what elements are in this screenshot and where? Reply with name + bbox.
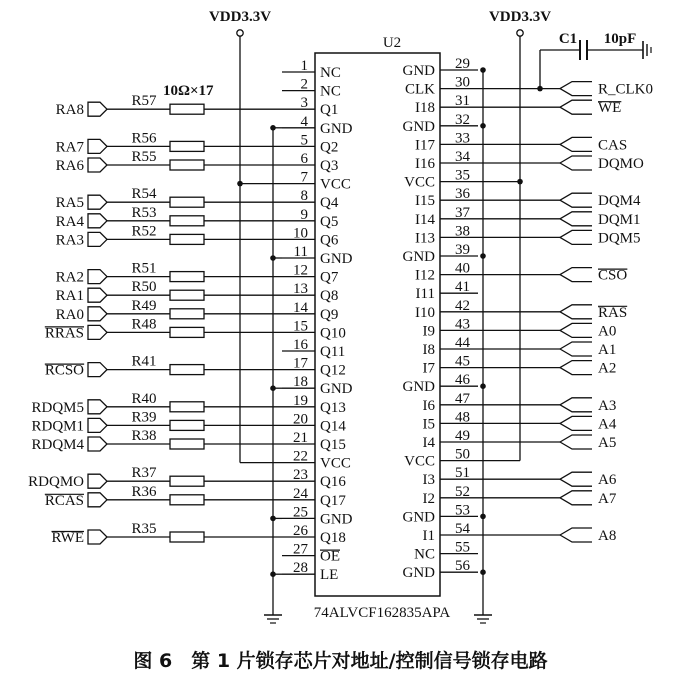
pin-name: GND	[320, 381, 353, 398]
net-label: RDQM1	[31, 418, 84, 435]
pin-name: I14	[415, 211, 435, 228]
resistor-ref: R40	[131, 390, 157, 407]
port-symbol	[560, 435, 592, 449]
resistor-ref: R49	[131, 297, 157, 314]
resistor-ref: R48	[131, 316, 157, 333]
resistor-array-note: 10Ω×17	[163, 83, 214, 99]
pin-number: 22	[293, 448, 308, 465]
pin-number: 40	[455, 260, 470, 277]
port-symbol	[560, 491, 592, 505]
resistor-ref: R36	[131, 483, 157, 500]
net-label: RRAS	[44, 325, 84, 342]
pin-name: I11	[415, 286, 435, 303]
junction-dot	[480, 569, 486, 575]
net-label: RA0	[55, 306, 84, 323]
pin-number: 1	[300, 58, 308, 74]
port-symbol	[88, 437, 107, 451]
pin-number: 55	[455, 539, 470, 556]
port-symbol	[560, 472, 592, 486]
pin-name: GND	[402, 379, 435, 396]
junction-dot	[270, 255, 276, 261]
pin-name: I8	[422, 342, 435, 358]
pin-number: 36	[455, 186, 470, 203]
port-symbol	[560, 528, 592, 542]
port-symbol	[88, 474, 107, 488]
junction-dot	[270, 385, 276, 391]
resistor-body	[170, 234, 204, 244]
pin-name: VCC	[320, 176, 351, 193]
junction-dot	[480, 67, 486, 73]
pin-number: 8	[300, 188, 308, 205]
pin-number: 26	[293, 523, 308, 539]
resistor-body	[170, 476, 204, 486]
pin-number: 32	[455, 111, 470, 128]
net-label: CSO	[598, 267, 628, 284]
resistor-ref: R53	[131, 204, 157, 221]
pin-number: 25	[293, 504, 308, 521]
port-symbol	[560, 361, 592, 375]
pin-number: 47	[455, 390, 470, 407]
pin-name: I2	[422, 490, 435, 507]
pin-number: 53	[455, 502, 470, 519]
pin-number: 19	[293, 392, 308, 409]
port-symbol	[560, 230, 592, 244]
pin-name: I18	[415, 100, 435, 117]
net-label: A8	[598, 528, 617, 544]
pin-name: Q16	[320, 474, 346, 491]
net-label: RCSO	[44, 362, 84, 379]
pin-number: 9	[300, 206, 308, 223]
net-label: RCAS	[44, 492, 84, 509]
pin-number: 21	[293, 430, 308, 446]
resistor-body	[170, 439, 204, 449]
pin-name: Q18	[320, 530, 346, 546]
pin-number: 12	[293, 262, 308, 279]
pin-number: 33	[455, 130, 470, 147]
pin-number: 7	[300, 169, 308, 186]
junction-dot	[270, 516, 276, 522]
pin-name: NC	[414, 546, 435, 563]
pin-name: GND	[402, 509, 435, 526]
pin-name: Q17	[320, 492, 346, 509]
port-symbol	[88, 418, 107, 432]
net-label: R_CLK0	[598, 81, 654, 98]
chip-ref: U2	[382, 35, 402, 51]
net-label: DQM4	[598, 193, 641, 210]
pin-name: GND	[402, 118, 435, 135]
pin-name: I9	[422, 323, 435, 340]
capacitor-ref: C1	[558, 31, 578, 47]
port-symbol	[560, 342, 592, 356]
pin-number: 45	[455, 353, 470, 370]
resistor-ref: R38	[131, 428, 157, 444]
net-label: A3	[598, 397, 617, 414]
port-symbol	[88, 530, 107, 544]
net-label: RDQM5	[31, 399, 84, 416]
pin-name: Q4	[320, 195, 339, 212]
net-label: A6	[598, 472, 617, 489]
pin-number: 43	[455, 316, 470, 333]
pin-number: 42	[455, 297, 470, 314]
pin-name: NC	[320, 65, 341, 81]
resistor-body	[170, 309, 204, 319]
port-symbol	[88, 214, 107, 228]
resistor-body	[170, 365, 204, 375]
pin-number: 31	[455, 93, 470, 110]
port-symbol	[88, 493, 107, 507]
vdd-terminal-right	[517, 30, 523, 36]
pin-number: 2	[300, 76, 308, 93]
net-label: WE	[598, 100, 622, 117]
pin-name: OE	[320, 548, 340, 565]
pin-number: 27	[293, 541, 308, 558]
pin-number: 54	[455, 521, 470, 537]
pin-number: 11	[293, 244, 308, 260]
port-symbol	[88, 363, 107, 377]
pin-name: Q14	[320, 418, 346, 435]
resistor-ref: R39	[131, 409, 157, 426]
resistor-ref: R54	[131, 186, 157, 203]
resistor-body	[170, 402, 204, 412]
port-symbol	[88, 325, 107, 339]
pin-number: 10	[293, 225, 308, 242]
pin-name: I16	[415, 156, 435, 172]
pin-number: 24	[293, 485, 308, 502]
pin-name: Q1	[320, 102, 339, 119]
pin-name: Q13	[320, 399, 346, 416]
pin-number: 49	[455, 428, 470, 444]
net-label: A4	[598, 416, 617, 433]
pin-number: 41	[455, 279, 470, 296]
port-symbol	[88, 270, 107, 284]
net-label: RA2	[55, 269, 84, 286]
pin-number: 4	[300, 113, 308, 130]
pin-name: Q12	[320, 362, 346, 379]
resistor-body	[170, 160, 204, 170]
resistor-ref: R35	[131, 521, 157, 537]
pin-name: VCC	[320, 455, 351, 472]
port-symbol	[88, 232, 107, 246]
pin-number: 39	[455, 242, 470, 258]
pin-number: 18	[293, 374, 308, 391]
symbol-layer	[28, 30, 653, 623]
pin-number: 50	[455, 446, 470, 463]
pin-number: 14	[293, 299, 308, 316]
pin-name: Q11	[320, 344, 346, 360]
port-symbol	[88, 288, 107, 302]
pin-name: CLK	[405, 81, 435, 98]
resistor-body	[170, 495, 204, 505]
pin-number: 34	[455, 149, 470, 165]
pin-number: 6	[300, 151, 308, 167]
net-label: RA6	[55, 158, 84, 174]
net-label: CAS	[598, 137, 628, 154]
pin-name: I3	[422, 472, 435, 489]
net-label: RA1	[55, 288, 84, 305]
resistor-body	[170, 290, 204, 300]
junction-dot	[270, 125, 276, 131]
junction-dot	[480, 514, 486, 520]
pin-number: 51	[455, 465, 470, 482]
resistor-body	[170, 141, 204, 151]
net-label: A0	[598, 323, 617, 340]
port-symbol	[88, 102, 107, 116]
supply-label-right: VDD3.3V	[488, 9, 552, 25]
port-symbol	[560, 82, 592, 96]
wire-layer	[107, 36, 643, 615]
resistor-body	[170, 420, 204, 430]
net-label: RWE	[51, 530, 84, 546]
pin-name: Q5	[320, 213, 339, 230]
resistor-body	[170, 216, 204, 226]
resistor-body	[170, 327, 204, 337]
pin-name: LE	[320, 567, 339, 584]
resistor-body	[170, 272, 204, 282]
junction-dot	[480, 383, 486, 389]
port-symbol	[88, 307, 107, 321]
pin-name: Q8	[320, 288, 339, 305]
net-label: RA5	[55, 195, 84, 212]
net-label: RDQM4	[31, 437, 84, 453]
resistor-ref: R52	[131, 223, 157, 240]
pin-number: 17	[293, 355, 308, 372]
net-label: A5	[598, 435, 617, 451]
pin-name: Q3	[320, 158, 339, 174]
net-label: RA8	[55, 102, 84, 119]
pin-name: I12	[415, 267, 435, 284]
port-symbol	[560, 100, 592, 114]
pin-name: I17	[415, 137, 435, 154]
resistor-ref: R50	[131, 279, 157, 296]
figure-caption: 图 6 第 1 片锁存芯片对地址/控制信号锁存电路	[133, 650, 548, 672]
port-symbol	[560, 398, 592, 412]
port-symbol	[560, 268, 592, 282]
pin-number: 48	[455, 409, 470, 426]
supply-label-left: VDD3.3V	[208, 9, 272, 25]
resistor-ref: R41	[131, 353, 157, 370]
port-symbol	[88, 195, 107, 209]
net-label: A2	[598, 360, 617, 377]
pin-name: GND	[402, 565, 435, 582]
pin-number: 5	[300, 132, 308, 149]
resistor-body	[170, 532, 204, 542]
pin-name: Q7	[320, 269, 339, 286]
pin-number: 16	[293, 337, 308, 353]
pin-name: GND	[320, 251, 353, 267]
net-label: RDQMO	[28, 474, 84, 491]
resistor-body	[170, 197, 204, 207]
net-label: RA7	[55, 139, 84, 156]
port-symbol	[560, 156, 592, 170]
pin-number: 29	[455, 56, 470, 72]
port-symbol	[88, 158, 107, 172]
junction-dot	[237, 181, 243, 187]
port-symbol	[560, 323, 592, 337]
junction-dot	[480, 253, 486, 259]
port-symbol	[560, 193, 592, 207]
port-symbol	[560, 137, 592, 151]
pin-name: Q10	[320, 325, 346, 342]
resistor-ref: R51	[131, 260, 157, 277]
resistor-ref: R55	[131, 149, 157, 165]
pin-number: 13	[293, 281, 308, 298]
pin-number: 30	[455, 74, 470, 91]
port-symbol	[560, 416, 592, 430]
pin-number: 37	[455, 204, 470, 221]
pin-number: 20	[293, 411, 308, 428]
resistor-body	[170, 104, 204, 114]
net-label: RA3	[55, 232, 84, 249]
net-label: RAS	[598, 304, 628, 321]
chip-part-number: 74ALVCF162835APA	[313, 605, 451, 621]
pin-name: I6	[422, 397, 435, 414]
net-label: A1	[598, 342, 617, 358]
pin-name: I13	[415, 230, 435, 247]
port-symbol	[560, 305, 592, 319]
pin-name: I5	[422, 416, 435, 433]
pin-name: Q15	[320, 437, 346, 453]
pin-name: GND	[320, 511, 353, 528]
pin-name: Q9	[320, 306, 339, 323]
net-label: A7	[598, 490, 617, 507]
pin-number: 35	[455, 167, 470, 184]
pin-number: 15	[293, 318, 308, 335]
pin-name: Q6	[320, 232, 339, 249]
resistor-ref: R37	[131, 465, 157, 482]
pin-name: GND	[402, 249, 435, 265]
pin-name: Q2	[320, 139, 339, 156]
pin-number: 46	[455, 372, 470, 389]
net-label: RA4	[55, 213, 84, 230]
pin-number: 23	[293, 467, 308, 484]
net-label: DQM1	[598, 211, 641, 228]
pin-number: 3	[300, 95, 308, 112]
pin-number: 56	[455, 558, 470, 575]
pin-name: I1	[422, 528, 435, 544]
port-symbol	[560, 212, 592, 226]
junction-dot	[270, 571, 276, 577]
pin-name: I10	[415, 304, 435, 321]
resistor-ref: R57	[131, 93, 157, 110]
pin-name: I4	[422, 435, 435, 451]
pin-name: VCC	[404, 174, 435, 191]
port-symbol	[88, 139, 107, 153]
pin-name: VCC	[404, 453, 435, 470]
port-symbol	[88, 400, 107, 414]
vdd-terminal-left	[237, 30, 243, 36]
pin-name: I7	[422, 360, 435, 377]
junction-dot	[480, 123, 486, 129]
pin-name: I15	[415, 193, 435, 210]
junction-dot	[537, 86, 543, 92]
capacitor-value: 10pF	[603, 31, 637, 47]
pin-number: 52	[455, 483, 470, 500]
pin-name: GND	[320, 120, 353, 137]
pin-name: NC	[320, 83, 341, 100]
pin-number: 44	[455, 335, 470, 351]
net-label: DQMO	[598, 156, 644, 172]
resistor-ref: R56	[131, 130, 157, 147]
pin-number: 38	[455, 223, 470, 240]
pin-number: 28	[293, 560, 308, 577]
junction-dot	[517, 179, 523, 185]
net-label: DQM5	[598, 230, 641, 247]
pin-name: GND	[402, 63, 435, 79]
